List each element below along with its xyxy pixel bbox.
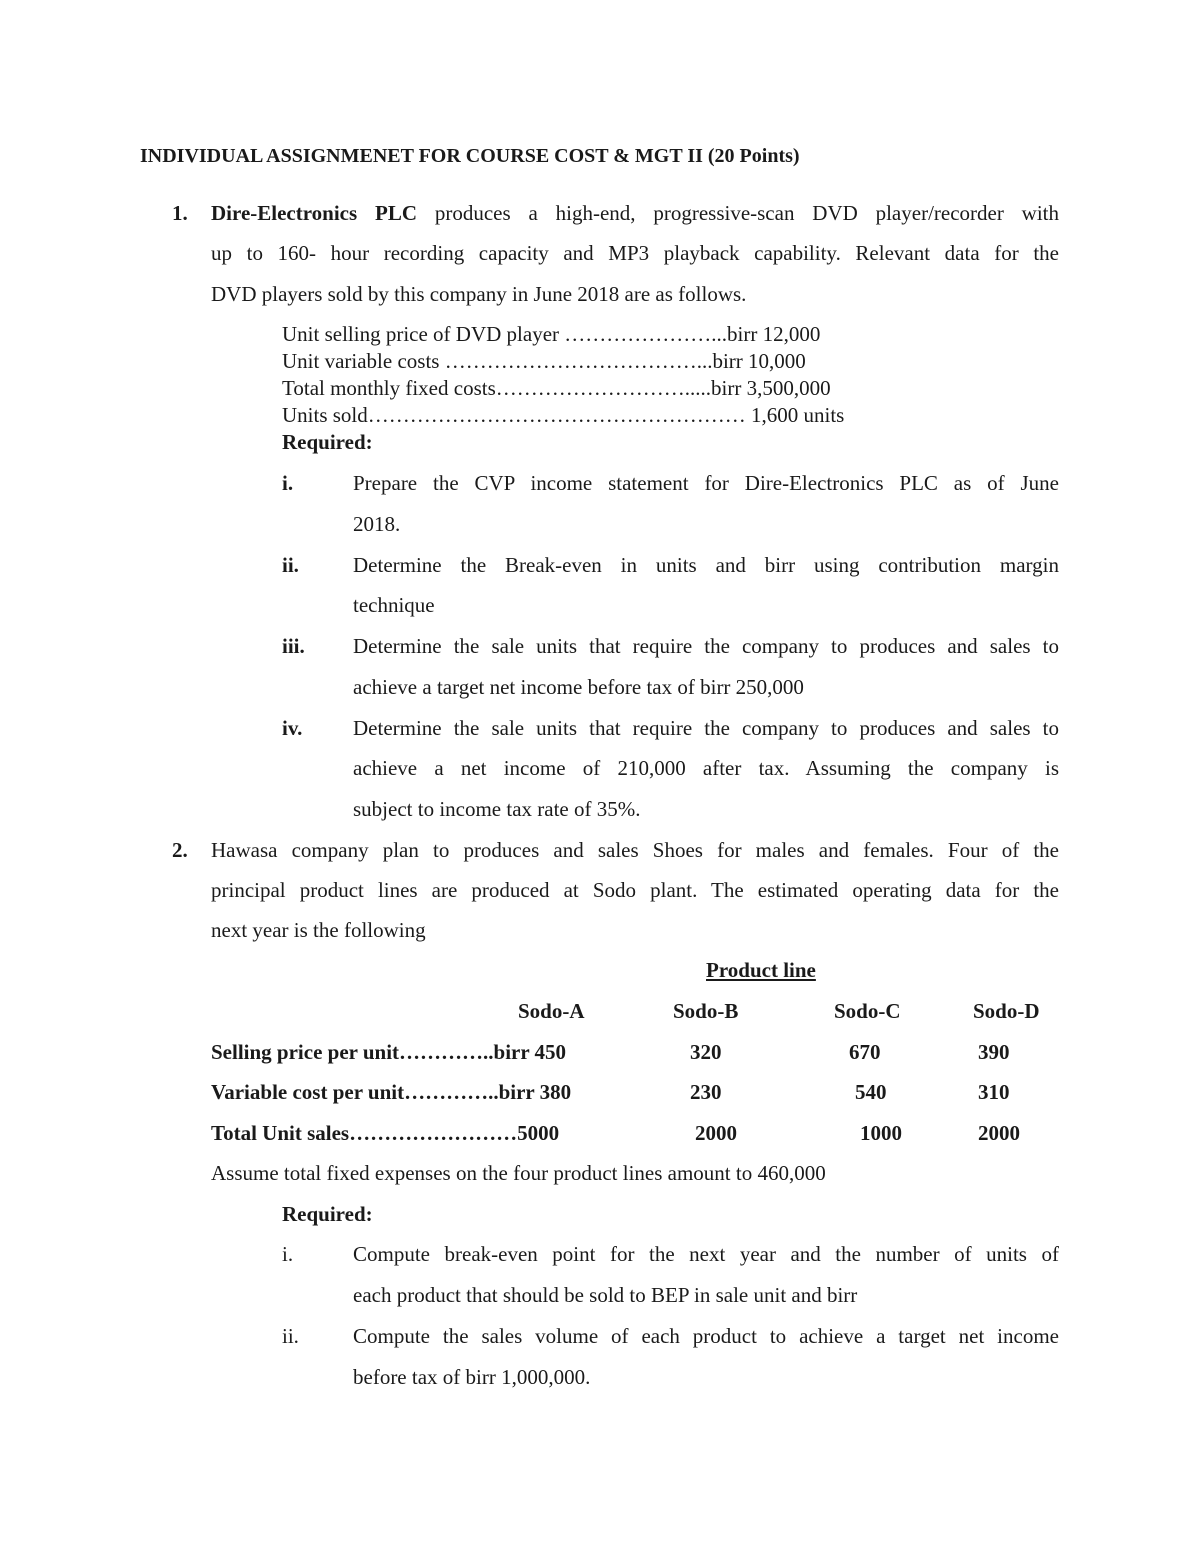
question-2-number: 2. [172, 838, 188, 862]
q2-item-line: Compute break-even point for the next year and the number of units of [353, 1242, 1059, 1266]
question-1-line-2: up to 160- hour recording capacity and MP3 playback capability. Relevant data for the [211, 241, 1059, 265]
column-header: Sodo-C [834, 999, 901, 1023]
table-cell: 2000 [695, 1121, 737, 1145]
data-line-selling-price: Unit selling price of DVD player …………………...birr 12,000 [282, 322, 821, 346]
table-cell: 310 [978, 1080, 1010, 1104]
column-header: Sodo-B [673, 999, 739, 1023]
table-cell: 320 [690, 1040, 722, 1064]
data-line-fixed-costs: Total monthly fixed costs……………………….....birr 3,500,000 [282, 376, 831, 400]
company-name: Dire-Electronics PLC [211, 201, 418, 225]
table-cell: 230 [690, 1080, 722, 1104]
question-2-line: principal product lines are produced at Sodo plant. The estimated operating data for the [211, 878, 1059, 902]
row-label: Total Unit sales……………………5000 [211, 1121, 560, 1145]
q2-item-line: each product that should be sold to BEP in sale unit and birr [353, 1283, 858, 1307]
question-2-required-label: Required: [282, 1202, 373, 1226]
table-cell: 670 [849, 1040, 881, 1064]
data-line-units-sold: Units sold……………………………………………… 1,600 units [282, 403, 845, 427]
q1-item-line: achieve a target net income before tax of birr 250,000 [353, 675, 804, 699]
table-caption: Product line [706, 958, 816, 982]
q1-item-line: subject to income tax rate of 35%. [353, 797, 641, 821]
q1-item-line: Determine the Break-even in units and birr using contribution margin [353, 553, 1059, 577]
data-line-variable-costs: Unit variable costs ………………………………...birr 10,000 [282, 349, 806, 373]
question-1-line-3: DVD players sold by this company in June 2018 are as follows. [211, 282, 747, 306]
q2-item-line: Compute the sales volume of each product to achieve a target net income [353, 1324, 1059, 1348]
document-title: INDIVIDUAL ASSIGNMENET FOR COURSE COST & MGT II (20 Points) [140, 145, 800, 167]
column-header: Sodo-D [973, 999, 1040, 1023]
question-1-line-1: Dire-Electronics PLC produces a high-end, progressive-scan DVD player/recorder with [211, 201, 1060, 225]
table-cell: 390 [978, 1040, 1010, 1064]
question-1-required-label: Required: [282, 430, 373, 454]
q1-item-number: i. [282, 471, 294, 495]
q1-item-number: ii. [282, 553, 299, 577]
q1-item-line: technique [353, 593, 435, 617]
q2-item-line: before tax of birr 1,000,000. [353, 1365, 591, 1389]
question-1-number: 1. [172, 201, 188, 225]
q1-item-line: Determine the sale units that require the company to produces and sales to [353, 634, 1059, 658]
assumption-text: Assume total fixed expenses on the four product lines amount to 460,000 [211, 1161, 826, 1185]
q1-item-number: iii. [282, 634, 305, 658]
q1-item-line: Prepare the CVP income statement for Dire-Electronics PLC as of June [353, 471, 1059, 495]
table-cell: 540 [855, 1080, 887, 1104]
q1-item-line: Determine the sale units that require the company to produces and sales to [353, 716, 1059, 740]
q1-item-line: achieve a net income of 210,000 after tax. Assuming the company is [353, 756, 1059, 780]
row-label: Variable cost per unit…………..birr 380 [211, 1080, 572, 1104]
table-cell: 2000 [978, 1121, 1020, 1145]
row-label: Selling price per unit…………..birr 450 [211, 1040, 567, 1064]
q2-item-number: ii. [282, 1324, 299, 1348]
q1-item-line: 2018. [353, 512, 401, 536]
question-2-line: next year is the following [211, 918, 426, 942]
column-header: Sodo-A [518, 999, 585, 1023]
q2-item-number: i. [282, 1242, 294, 1266]
question-2-line: Hawasa company plan to produces and sales Shoes for males and females. Four of the [211, 838, 1059, 862]
table-cell: 1000 [860, 1121, 902, 1145]
q1-item-number: iv. [282, 716, 303, 740]
